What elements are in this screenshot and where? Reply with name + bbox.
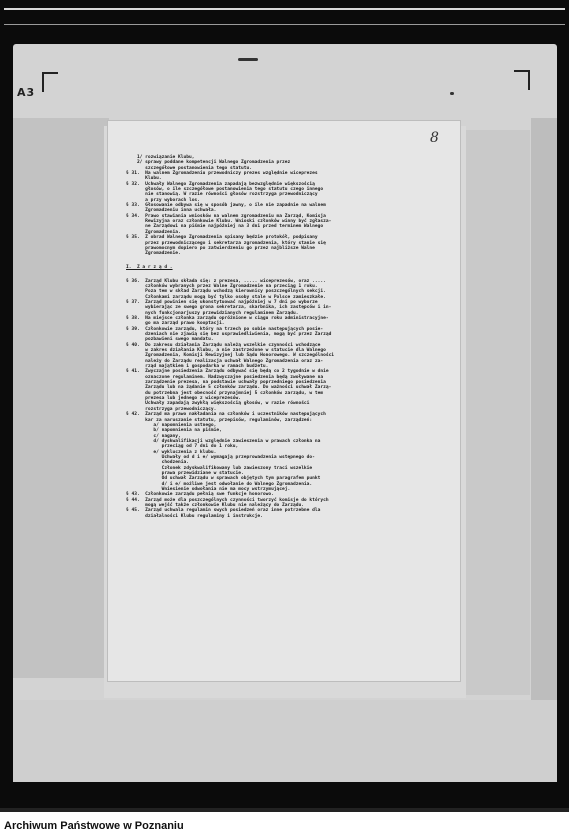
typed-text-block xyxy=(126,155,454,519)
crop-mark-left xyxy=(42,72,58,92)
document-line: kar za naruszanie statutu, przepisów, regulaminów, zarządzeń: xyxy=(126,417,313,423)
document-line: Uchwały zapadają zwykłą większością głosów, w razie równości xyxy=(126,401,310,407)
document-line: § 44. Zarząd może dla poszczególnych czynności tworzyć komisje do których xyxy=(126,497,329,503)
document-line: nych funkcjonarjuszy przewidzianych regulaminem Zarządu. xyxy=(126,310,299,316)
document-line: Zgromadzenia. xyxy=(126,229,181,235)
document-line: § 41. Zwyczajne posiedzenia Zarządu odbywać się będą co 2 tygodnie w dnie xyxy=(126,369,329,375)
document-line: członków wybranych przez Walne Zgromadzenie na przeciąg 1 roku. xyxy=(126,283,318,289)
backdrop-bottom-panel xyxy=(13,700,557,782)
document-line: oznaczone regulaminem. Nadzwyczajne posiedzenia będą zwoływane na xyxy=(126,374,324,380)
document-line: Klubu. xyxy=(126,176,162,182)
document-line: go ma zarząd prawo kooptacji. xyxy=(126,321,225,327)
document-line: przez przewodniczącego i sekretarza zgromadzenia, który stanie się xyxy=(126,240,326,246)
crop-mark-right xyxy=(514,70,530,90)
document-line: ne Zarządowi na piśmie najpóźniej na 3 dni przed terminem Walnego xyxy=(126,224,324,230)
backdrop-left-panel xyxy=(13,118,109,678)
document-line: Zgromadzeniu inna uchwała. xyxy=(126,208,217,214)
document-line: 2/ sprawy poddane kompetencji Walnego Zgromadzenia przez xyxy=(126,160,291,166)
document-line: a/ napomnienia ustnego, xyxy=(126,422,217,428)
document-line: § 45. Zarząd uchwala regulamin swych posiedzeń oraz inne potrzebne dla xyxy=(126,508,321,514)
document-line: dzeniach nie zjawią się bez usprawiedliwienia, mogą być przez Zarząd xyxy=(126,332,332,337)
archive-name: Archiwum Państwowe w Poznaniu xyxy=(4,820,184,832)
document-line: § 40. Do zakresu działania Zarządu należą wszelkie czynności wchodzące xyxy=(126,342,321,348)
document-line: § 31. Na walnem Zgromadzeniu przewodniczy prezes względnie wiceprezes xyxy=(126,171,318,177)
document-line: Wniesienie odwołania nie ma mocy wstrzymującej. xyxy=(126,486,291,492)
page-number: 8 xyxy=(430,130,439,146)
document-line: Uchwały od d i e/ wymagają przeprowadzenia wstępnego do- xyxy=(126,454,315,460)
document-line: działalności Klubu regulaminy i instrukcje. xyxy=(126,513,263,519)
document-line: 1/ rozwiązanie Klubu, xyxy=(126,155,195,160)
scan-mark xyxy=(450,92,454,95)
document-line: § 32. Uchwały Walnego Zgromadzenia zapadają bezwzględnie większością xyxy=(126,181,315,187)
document-line: Rewizyjna oraz członkowie Klubu. Wnioski członków winny być zgłasza- xyxy=(126,219,332,225)
document-line: należy do Zarządu realizacja uchwał Walnego Zgromadzenia oraz za- xyxy=(126,358,324,364)
document-line: § 42. Zarząd ma prawo nakładania na członków i uczestników następujących xyxy=(126,412,326,418)
document-line: § 36. Zarząd Klubu składa się: z prezesa, ..... wiceprezesów, oraz ..... xyxy=(126,278,326,284)
document-line: nie stanowią. W razie równości głosów rozstrzyga przewodniczący xyxy=(126,192,318,198)
document-line: prawomocnym dopiero po zatwierdzeniu go przez najbliższe Walne xyxy=(126,245,315,251)
document-line: wybierając ze swego grona sekretarza, skarbnika, ich zastępców i in- xyxy=(126,305,332,311)
document-line: e/ wykluczenia z klubu. xyxy=(126,449,217,455)
footer-rule xyxy=(0,808,569,812)
document-line: Od uchwał Zarządu w sprawach objętych tym paragrafem punkt xyxy=(126,476,321,482)
film-edge-top xyxy=(4,8,565,10)
document-line: § 35. Z obrad Walnego Zgromadzenia spisany będzie protokół, podpisany xyxy=(126,235,318,241)
document-line: c/ nagany, xyxy=(126,433,181,439)
frame-label: A3 xyxy=(17,86,36,99)
document-line: § 37. Zarząd powinien się ukonstytuować najpóźniej w 7 dni po wyborze xyxy=(126,299,318,305)
scan-mark xyxy=(238,58,258,61)
document-line: a przy wyborach los. xyxy=(126,197,200,203)
document-line: głosów, o ile szczegółowe postanowienia tego statutu czego innego xyxy=(126,187,324,193)
document-line: d/ dyskwalifikacji względnie zawieszenia w prawach członka na xyxy=(126,438,321,444)
document-line: szczegółowe postanowienia tego statutu. xyxy=(126,165,252,171)
document-line: prezesa lub jednego z wiceprezesów. xyxy=(126,396,241,402)
document-line: d/ i e/ możliwe jest odwołanie do Walnego Zgromadzenia. xyxy=(126,481,313,487)
document-line: Członek zdyskwalifikowany lub zawieszony traci wszelkie xyxy=(126,465,313,471)
document-line: du potrzebna jest obecność przynajmniej 5 członków zarządu, w tem xyxy=(126,390,324,396)
document-line: pozbawieni swego mandatu. xyxy=(126,337,214,343)
document-line: rozstrzyga przewodniczący. xyxy=(126,406,217,412)
film-edge-inner xyxy=(4,24,565,25)
document-line: § 34. Prawo stawiania wniosków na walnem zgromadzeniu ma Zarząd, Komisja xyxy=(126,213,326,219)
document-line xyxy=(126,257,454,262)
document-line: § 38. Na miejsce członka zarządu opróżnione w ciągu roku administracyjne- xyxy=(126,315,329,321)
document-page xyxy=(108,121,460,681)
document-line: § 43. Członkowie zarządu pełnią swe funkcje honorowo. xyxy=(126,492,274,498)
document-line: Zarządu lub na żądanie 5 członków zarządu. Do ważności uchwał Zarzą- xyxy=(126,385,332,391)
document-line: I. Z a r z ą d . xyxy=(126,264,173,270)
document-line: mogą wejść także członkowie Klubu nie należący do Zarządu. xyxy=(126,503,304,508)
underlying-sheet-right xyxy=(464,130,530,695)
document-line: b/ napomnienia na piśmie, xyxy=(126,428,222,434)
footer xyxy=(0,808,569,840)
document-line: § 39. Członkowie zarządu, który na trzech po sobie następujących posie- xyxy=(126,326,324,332)
document-line: rząd majątkiem i gospodarka w ramach budżetu. xyxy=(126,364,269,370)
backdrop-right-edge xyxy=(531,118,557,708)
document-line: Poza tem w skład Zarządu wchodzą kierownicy poszczególnych sekcji. xyxy=(126,289,326,295)
document-line: przeciąg od 7 dni do 1 roku, xyxy=(126,444,239,450)
document-line: Zgromadzenia, Komisji Rewizyjnej lub Sądu Honorowego. W szczególności xyxy=(126,353,335,359)
document-line: zarządzenie prezesa, na podstawie uchwały poprzedniego posiedzenia xyxy=(126,380,326,386)
document-line: chodzenia. xyxy=(126,460,189,466)
document-line: Członkami zarządu mogą być tylko osoby stale w Polsce zamieszkałe. xyxy=(126,294,326,300)
document-line: prawa przewidziane w statucie. xyxy=(126,470,244,476)
document-line: Zgromadzenie. xyxy=(126,251,181,257)
document-line: w zakres działania Klubu, a nie zastrzeżone w statucie dla Walnego xyxy=(126,348,326,354)
document-line: § 33. Głosowanie odbywa się w sposób jawny, o ile nie zapadnie na walnem xyxy=(126,203,326,209)
